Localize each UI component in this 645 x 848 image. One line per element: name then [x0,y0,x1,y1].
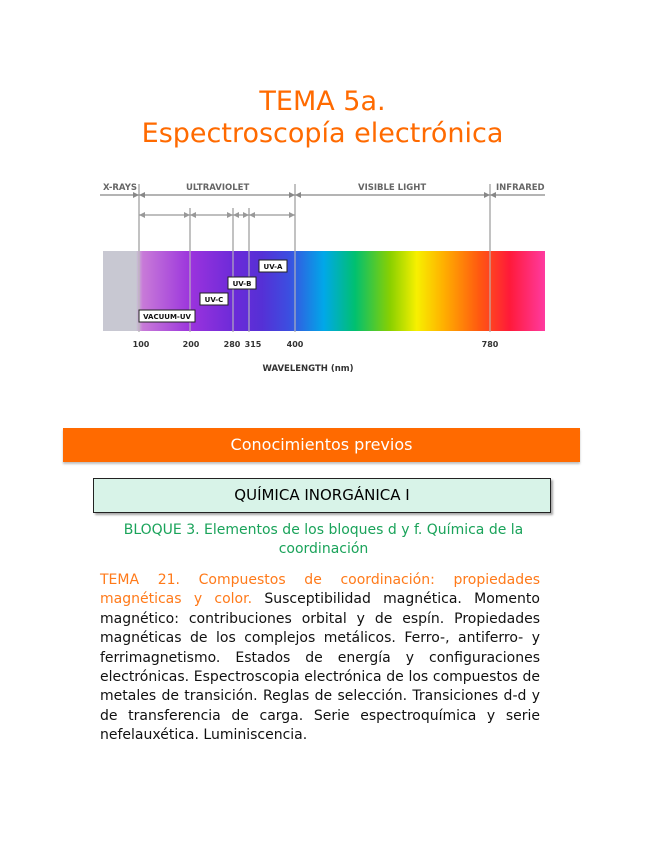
spectrum-diagram [100,178,550,378]
vacuum-uv-label: VACUUM-UV [143,313,191,321]
region-ultraviolet: ULTRAVIOLET [186,183,250,193]
x-axis-label: WAVELENGTH (nm) [262,364,354,374]
uv-b-label: UV-B [232,280,252,288]
block-heading: BLOQUE 3. Elementos de los bloques d y f. Química de la coordinación [123,522,524,557]
section-banner: Conocimientos previos [63,428,580,462]
tick-100: 100 [132,340,150,349]
page-title-line-1: TEMA 5a. [259,86,386,117]
subject-title: QUÍMICA INORGÁNICA I [93,478,551,513]
topic-heading: TEMA 21. Compuestos de coordinación: propiedades magnéticas y color. [100,572,540,608]
tick-400: 400 [286,340,304,349]
uv-c-label-box [200,293,228,305]
region-x-rays: X-RAYS [103,183,137,193]
tick-780: 780 [481,340,499,349]
tick-200: 200 [182,340,200,349]
topic-text: Susceptibilidad magnética. Momento magnético: contribuciones orbital y de espín. Propiedades magnéticas de los complejos metálicos. Ferro-, antiferro- y ferrimagnetismo. Estados de energía y configuraciones electrónicas. Espectroscopia electrónica de los compuestos de metales de transición. Reglas de selección. Transiciones d-d y de transferencia de carga. Serie espectroquímica y serie nefelauxética. Luminiscencia. [100,591,540,744]
uv-a-label: UV-A [263,263,283,271]
page-title-line-2: Espectroscopía electrónica [141,118,504,149]
topic-paragraph [100,571,540,746]
tick-315: 315 [244,340,262,349]
uv-c-label: UV-C [204,296,224,304]
uv-a-label-box [259,260,287,272]
region-infrared: INFRARED [496,183,545,193]
uv-b-label-box [228,277,256,289]
region-visible-light: VISIBLE LIGHT [358,183,427,193]
vacuum-uv-label-box [139,310,195,322]
tick-280: 280 [223,340,241,349]
